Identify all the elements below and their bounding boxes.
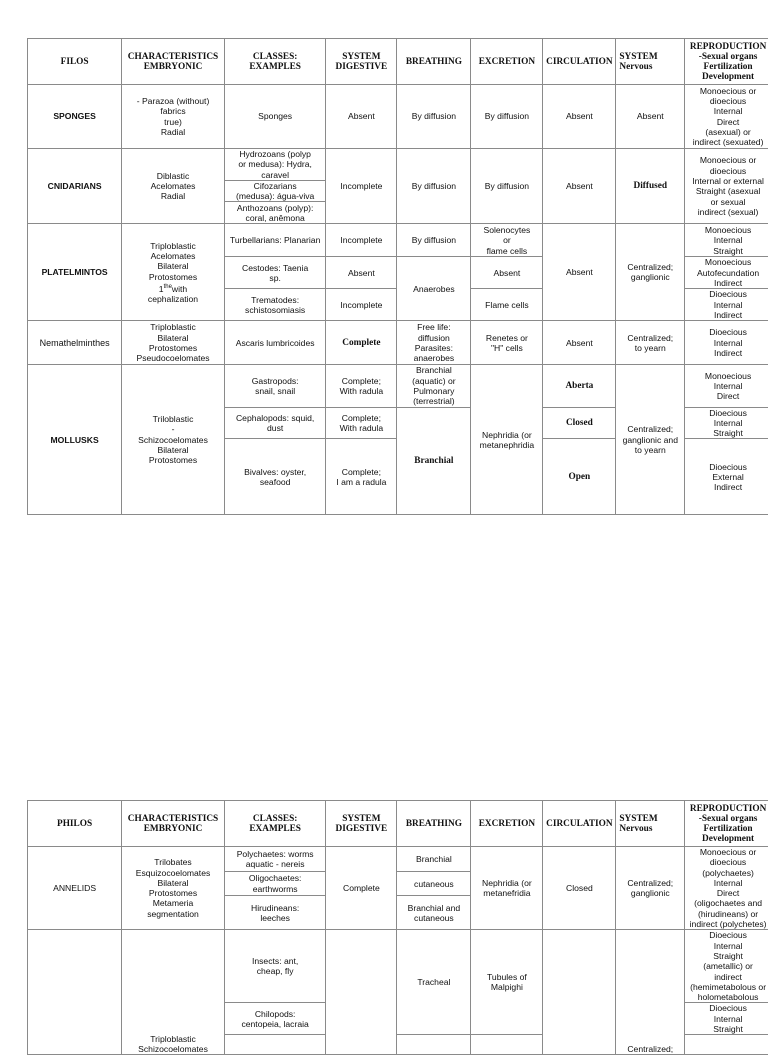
header-circulation-2: CIRCULATION	[543, 801, 616, 847]
nemathelminthes-digestive: Complete	[326, 321, 397, 365]
mollusks-nervous: Centralized; ganglionic and to yearn	[616, 365, 685, 515]
header-nervous: SYSTEM Nervous	[616, 39, 685, 85]
platelmintos-reproduction-2: Monoecious Autofecundation Indirect	[685, 257, 768, 289]
arthropods-class-3	[224, 1035, 326, 1055]
mollusks-breathing-1a: Branchial	[398, 365, 469, 375]
platelmintos-char-4a: 1	[159, 284, 164, 294]
header-classes-2: CLASSES: EXAMPLES	[224, 801, 326, 847]
nemathelminthes-breathing: Free life: diffusion Parasites: anaerobes	[397, 321, 471, 365]
sponges-breathing: By diffusion	[397, 85, 471, 149]
phylum-mollusks: MOLLUSKS	[28, 365, 122, 515]
header-row-2	[28, 801, 768, 847]
mollusks-reproduction-2: Dioecious Internal Straight	[685, 407, 768, 439]
header-breathing-2: BREATHING	[397, 801, 471, 847]
header-excretion: EXCRETION	[471, 39, 543, 85]
mollusks-digestive-2: Complete; With radula	[326, 407, 397, 439]
mollusks-char-3: Bilateral Protostomes	[123, 445, 223, 466]
mollusks-breathing-2: Branchial	[397, 407, 471, 515]
nemathelminthes-reproduction: Dioecious Internal Indirect	[685, 321, 768, 365]
phylum-arthropods	[28, 930, 122, 1055]
sponges-char-2: Radial	[123, 127, 223, 137]
mollusks-breathing-1c: Pulmonary	[398, 386, 469, 396]
platelmintos-characteristics	[122, 224, 225, 321]
nemathelminthes-char-1: Triploblastic Bilateral Protostomes	[123, 322, 223, 353]
annelids-class-2: Oligochaetes: earthworms	[224, 871, 326, 895]
header-nervous-2: SYSTEM Nervous	[616, 801, 685, 847]
mollusks-class-2: Cephalopods: squid, dust	[224, 407, 326, 439]
platelmintos-digestive-2: Absent	[326, 257, 397, 289]
nemathelminthes-classes: Ascaris lumbricoides	[224, 321, 326, 365]
annelids-char-1: Trilobates Esquizocoelomates Bilateral Protostomes	[123, 857, 223, 898]
header-filos: FILOS	[28, 39, 122, 85]
mollusks-reproduction-1: Monoecious Internal Direct	[685, 365, 768, 407]
mollusks-breathing-1d: (terrestrial)	[398, 396, 469, 406]
arthropods-circulation	[543, 930, 616, 1055]
arthropods-reproduction-1: Dioecious Internal Straight (ametallic) or indirect (hemimetabolous or holometabolous	[685, 930, 768, 1003]
phylum-cnidarians: CNIDARIANS	[28, 149, 122, 224]
mollusks-char-1: Triloblastic -	[123, 414, 223, 435]
mollusks-excretion: Nephridia (or metanephridia	[471, 365, 543, 515]
annelids-nervous: Centralized; ganglionic	[616, 847, 685, 930]
annelids-class-3: Hirudineans: leeches	[224, 896, 326, 930]
annelids-breathing-1: Branchial	[397, 847, 471, 872]
mollusks-circulation-2: Closed	[543, 407, 616, 439]
header-row	[28, 39, 768, 85]
annelids-char-2: Metameria segmentation	[123, 898, 223, 919]
phylum-annelids: ANNELIDS	[28, 847, 122, 930]
sponges-nervous: Absent	[616, 85, 685, 149]
sponges-circulation: Absent	[543, 85, 616, 149]
row-sponges	[28, 85, 768, 149]
arthropods-reproduction-3	[685, 1035, 768, 1055]
annelids-breathing-2: cutaneous	[397, 871, 471, 895]
platelmintos-char-5: cephalization	[123, 294, 223, 304]
platelmintos-char-4b: with	[172, 284, 187, 294]
row-mollusks	[28, 365, 768, 407]
mollusks-digestive-3: Complete; I am a radula	[326, 439, 397, 515]
header-excretion-2: EXCRETION	[471, 801, 543, 847]
platelmintos-nervous: Centralized; ganglionic	[616, 224, 685, 321]
annelids-digestive: Complete	[326, 847, 397, 930]
nemathelminthes-characteristics	[122, 321, 225, 365]
mollusks-breathing-1b: (aquatic) or	[398, 376, 469, 386]
cnidarians-class-2: Cifozarians (medusa): água-viva	[224, 180, 326, 202]
arthropods-reproduction-2: Dioecious Internal Straight	[685, 1003, 768, 1035]
arthropods-nervous: Centralized;	[616, 930, 685, 1055]
platelmintos-char-4	[123, 282, 223, 294]
phyla-table-2	[27, 800, 768, 1055]
row-platelmintos	[28, 224, 768, 257]
header-digestive: SYSTEM DIGESTIVE	[326, 39, 397, 85]
cnidarians-circulation: Absent	[543, 149, 616, 224]
platelmintos-reproduction-3: Dioecious Internal Indirect	[685, 289, 768, 321]
annelids-reproduction: Monoecious or dioecious (polychaetes) Internal Direct (oligochaetes and (hirudineans) or indirect (polychetes)	[685, 847, 768, 930]
arthropods-characteristics	[122, 930, 225, 1055]
cnidarians-reproduction: Monoecious or dioecious Internal or external Straight (asexual or sexual indirect (sexual)	[685, 149, 768, 224]
header-reproduction-2: REPRODUCTION -Sexual organs Fertilization Development	[685, 801, 768, 847]
header-classes: CLASSES: EXAMPLES	[224, 39, 326, 85]
platelmintos-circulation: Absent	[543, 224, 616, 321]
arthropods-breathing: Tracheal	[397, 930, 471, 1035]
phylum-platelmintos: PLATELMINTOS	[28, 224, 122, 321]
cnidarians-characteristics	[122, 149, 225, 224]
nemathelminthes-circulation: Absent	[543, 321, 616, 365]
phylum-sponges: SPONGES	[28, 85, 122, 149]
header-circulation: CIRCULATION	[543, 39, 616, 85]
mollusks-class-3: Bivalves: oyster, seafood	[224, 439, 326, 515]
platelmintos-char-1: Triploblastic	[123, 241, 223, 251]
sponges-digestive: Absent	[326, 85, 397, 149]
header-digestive-2: SYSTEM DIGESTIVE	[326, 801, 397, 847]
sponges-char-1: - Parazoa (without) fabrics true)	[123, 96, 223, 127]
platelmintos-excretion-2: Absent	[471, 257, 543, 289]
phyla-table-1	[27, 38, 768, 515]
arthropods-excretion-3	[471, 1035, 543, 1055]
platelmintos-class-1: Turbellarians: Planarian	[224, 224, 326, 257]
mollusks-reproduction-3: Dioecious External Indirect	[685, 439, 768, 515]
arthropods-char-1: Triploblastic Schizocoelomates	[123, 954, 223, 1055]
mollusks-class-1: Gastropods: snail, snail	[224, 365, 326, 407]
mollusks-circulation-3: Open	[543, 439, 616, 515]
platelmintos-digestive-3: Incomplete	[326, 289, 397, 321]
cnidarians-class-3: Anthozoans (polyp): coral, anêmona	[224, 202, 326, 224]
platelmintos-excretion-3: Flame cells	[471, 289, 543, 321]
header-reproduction: REPRODUCTION -Sexual organs Fertilization Development	[685, 39, 768, 85]
cnidarians-char-1: Diblastic	[123, 171, 223, 181]
row-arthropods	[28, 930, 768, 1003]
nemathelminthes-nervous: Centralized; to yearn	[616, 321, 685, 365]
platelmintos-class-3: Trematodes: schistosomiasis	[224, 289, 326, 321]
header-characteristics-2: CHARACTERISTICS EMBRYONIC	[122, 801, 225, 847]
platelmintos-excretion-1: Solenocytes or flame cells	[471, 224, 543, 257]
platelmintos-char-2: Acelomates Bilateral	[123, 251, 223, 272]
arthropods-breathing-3	[397, 1035, 471, 1055]
annelids-characteristics	[122, 847, 225, 930]
header-philos: PHILOS	[28, 801, 122, 847]
platelmintos-char-3: Protostomes	[123, 272, 223, 282]
annelids-class-1: Polychaetes: worms aquatic - nereis	[224, 847, 326, 872]
phylum-nemathelminthes: Nemathelminthes	[28, 321, 122, 365]
sponges-characteristics	[122, 85, 225, 149]
mollusks-digestive-1: Complete; With radula	[326, 365, 397, 407]
row-cnidarians	[28, 149, 768, 181]
header-breathing: BREATHING	[397, 39, 471, 85]
arthropods-excretion: Tubules of Malpighi	[471, 930, 543, 1035]
cnidarians-nervous: Diffused	[616, 149, 685, 224]
nemathelminthes-char-2: Pseudocoelomates	[123, 353, 223, 363]
arthropods-class-2: Chilopods: centopeia, lacraia	[224, 1003, 326, 1035]
cnidarians-breathing: By diffusion	[397, 149, 471, 224]
mollusks-breathing-1	[397, 365, 471, 407]
cnidarians-class-1: Hydrozoans (polyp or medusa): Hydra, caravel	[224, 149, 326, 181]
platelmintos-char-4sup: the	[164, 284, 172, 290]
platelmintos-class-2: Cestodes: Taenia sp.	[224, 257, 326, 289]
cnidarians-char-2: Acelomates Radial	[123, 181, 223, 202]
annelids-excretion: Nephridia (or metanefridia	[471, 847, 543, 930]
annelids-breathing-3: Branchial and cutaneous	[397, 896, 471, 930]
platelmintos-reproduction-1: Monoecious Internal Straight	[685, 224, 768, 257]
arthropods-class-1: Insects: ant, cheap, fly	[224, 930, 326, 1003]
sponges-reproduction: Monoecious or dioecious Internal Direct (asexual) or indirect (sexuated)	[685, 85, 768, 149]
nemathelminthes-excretion: Renetes or "H" cells	[471, 321, 543, 365]
row-annelids	[28, 847, 768, 872]
mollusks-char-2: Schizocoelomates	[123, 435, 223, 445]
sponges-classes: Sponges	[224, 85, 326, 149]
platelmintos-digestive-1: Incomplete	[326, 224, 397, 257]
platelmintos-breathing-2: Anaerobes	[397, 257, 471, 321]
cnidarians-excretion: By diffusion	[471, 149, 543, 224]
mollusks-circulation-1: Aberta	[543, 365, 616, 407]
mollusks-characteristics	[122, 365, 225, 515]
arthropods-digestive	[326, 930, 397, 1055]
cnidarians-digestive: Incomplete	[326, 149, 397, 224]
header-characteristics: CHARACTERISTICS EMBRYONIC	[122, 39, 225, 85]
annelids-circulation: Closed	[543, 847, 616, 930]
row-nemathelminthes	[28, 321, 768, 365]
sponges-excretion: By diffusion	[471, 85, 543, 149]
platelmintos-breathing-1: By diffusion	[397, 224, 471, 257]
